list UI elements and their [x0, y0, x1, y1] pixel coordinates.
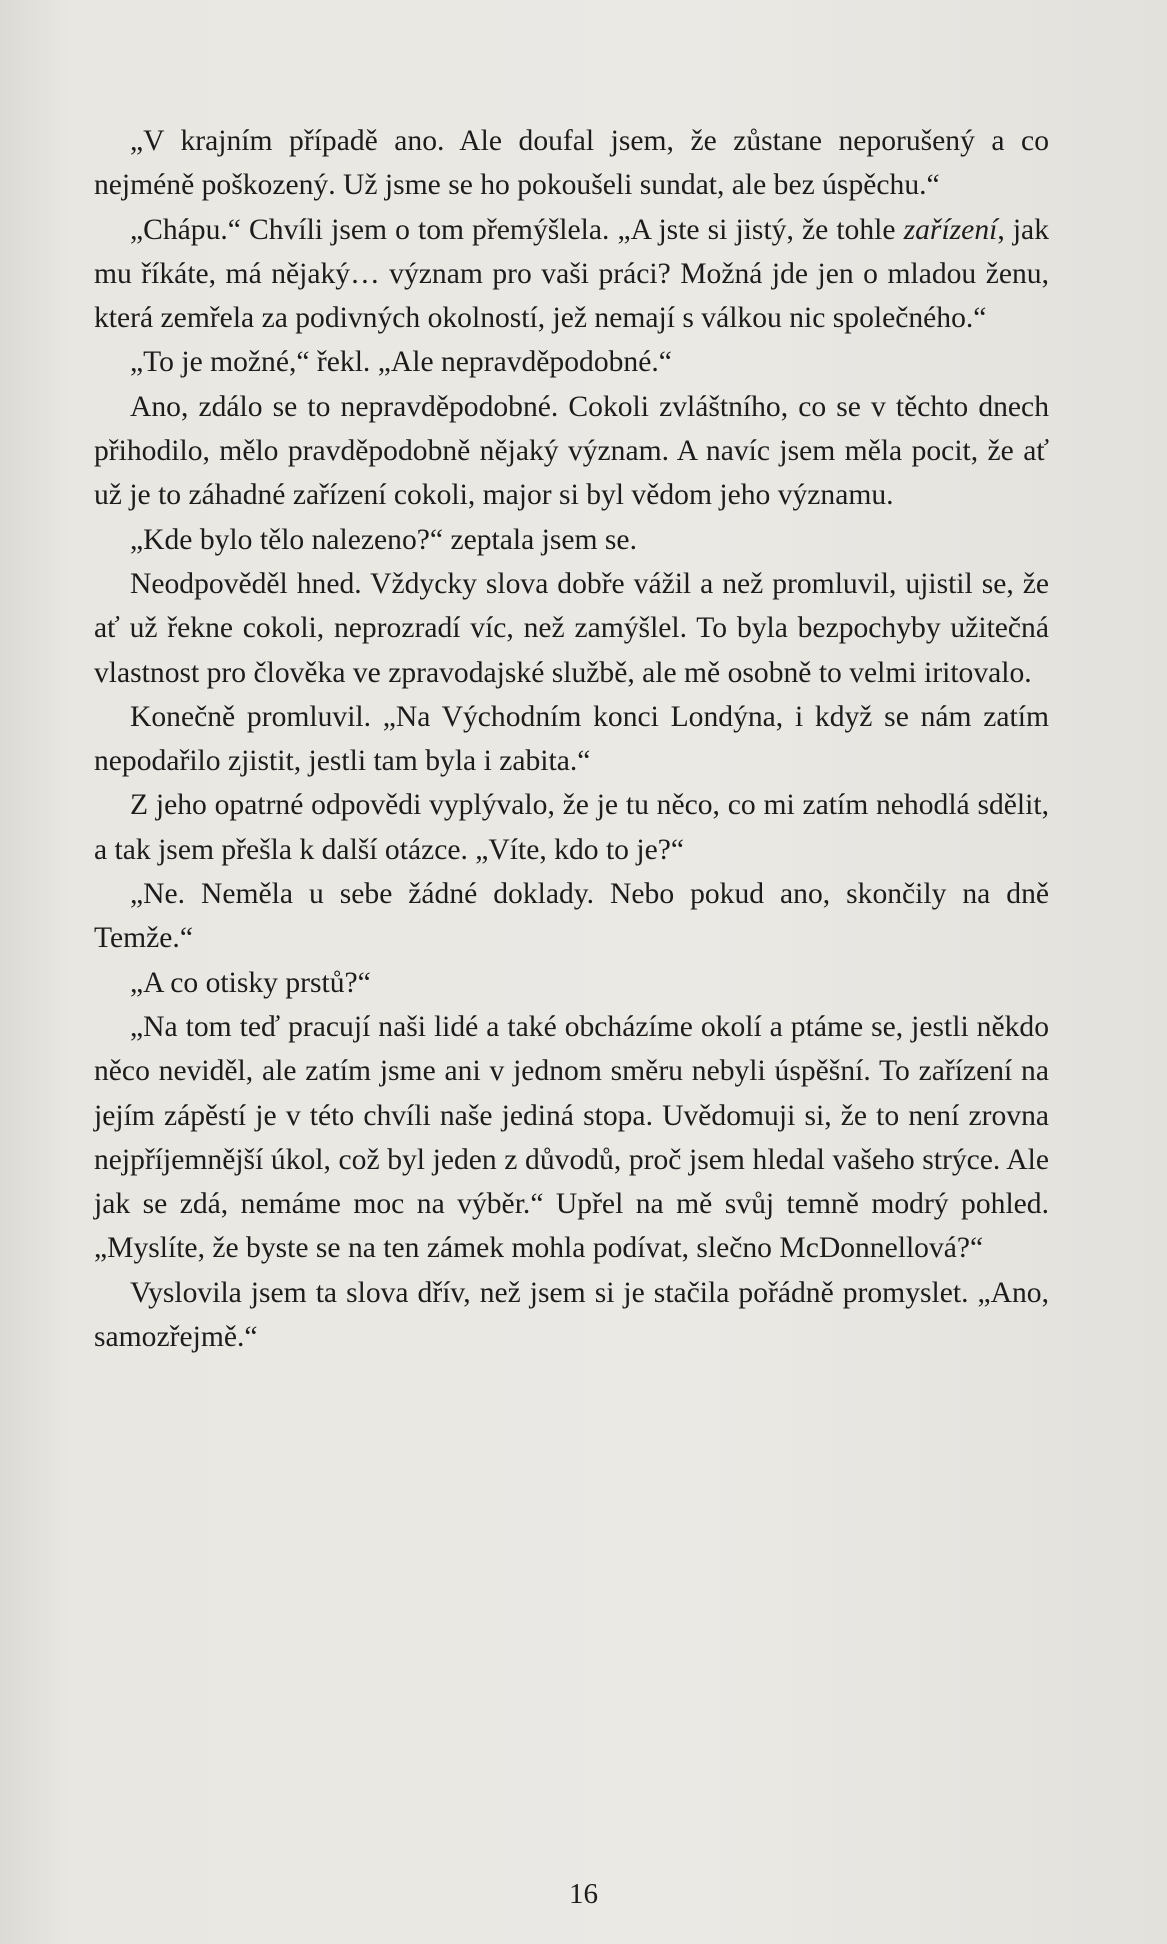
paragraph: „Kde bylo tělo nalezeno?“ zeptala jsem se.	[130, 523, 637, 556]
paragraph: „To je možné,“ řekl. „Ale nepravděpodobné.“	[130, 346, 672, 379]
italic-term: zařízení	[903, 213, 998, 246]
paragraph: „A co otisky prstů?“	[130, 966, 371, 999]
text-run: , jak mu říkáte, má nějaký… význam pro vaši práci? Možná jde jen o mladou ženu, která zemřela za podivných okolností, jež nemají s válkou nic společného.“	[94, 213, 1049, 335]
paragraph: „Na tom teď pracují naši lidé a také obcházíme okolí a ptáme se, jestli někdo něco neviděl, ale zatím jsme ani v jednom směru nebyli úspěšní. To zařízení na jejím zápěstí je v této chvíli naše jediná stopa. Uvědomuji si, že to není zrovna nejpříjemnější úkol, což byl jeden z důvodů, proč jsem hledal vašeho strýce. Ale jak se zdá, nemáme moc na výběr.“ Upřel na mě svůj temně modrý pohled. „Myslíte, že byste se na ten zámek mohla podívat, slečno McDonnellová?“	[94, 1010, 1049, 1265]
paragraph: Neodpověděl hned. Vždycky slova dobře vážil a než promluvil, ujistil se, že ať už řekne cokoli, neprozradí víc, než zamýšlel. To byla bezpochyby užitečná vlastnost pro člověka ve zpravodajské službě, ale mě osobně to velmi iritovalo.	[94, 567, 1049, 689]
paragraph	[94, 208, 1049, 341]
page-number: 16	[569, 1878, 598, 1910]
paragraph: „V krajním případě ano. Ale doufal jsem, že zůstane neporušený a co nejméně poškozený. Už jsme se ho pokoušeli sundat, ale bez úspěchu.“	[94, 125, 1049, 202]
paragraph: Vyslovila jsem ta slova dřív, než jsem si je stačila pořádně promyslet. „Ano, samozřejmě.“	[94, 1276, 1049, 1354]
paragraph: Konečně promluvil. „Na Východním konci Londýna, i když se nám zatím nepodařilo zjistit, jestli tam byla i zabita.“	[94, 700, 1049, 778]
paragraph: „Ne. Neměla u sebe žádné doklady. Nebo pokud ano, skončily na dně Temže.“	[94, 878, 1049, 955]
text-run: „Chápu.“ Chvíli jsem o tom přemýšlela. „A jste si jistý, že tohle	[130, 213, 904, 246]
body-text	[94, 119, 1049, 1359]
paragraph: Z jeho opatrné odpovědi vyplývalo, že je tu něco, co mi zatím nehodlá sdělit, a tak jsem přešla k další otázce. „Víte, kdo to je?“	[94, 789, 1049, 866]
paragraph: Ano, zdálo se to nepravděpodobné. Cokoli zvláštního, co se v těchto dnech přihodilo, mělo pravděpodobně nějaký význam. A navíc jsem měla pocit, že ať už je to záhadné zařízení cokoli, major si byl vědom jeho významu.	[94, 390, 1049, 512]
